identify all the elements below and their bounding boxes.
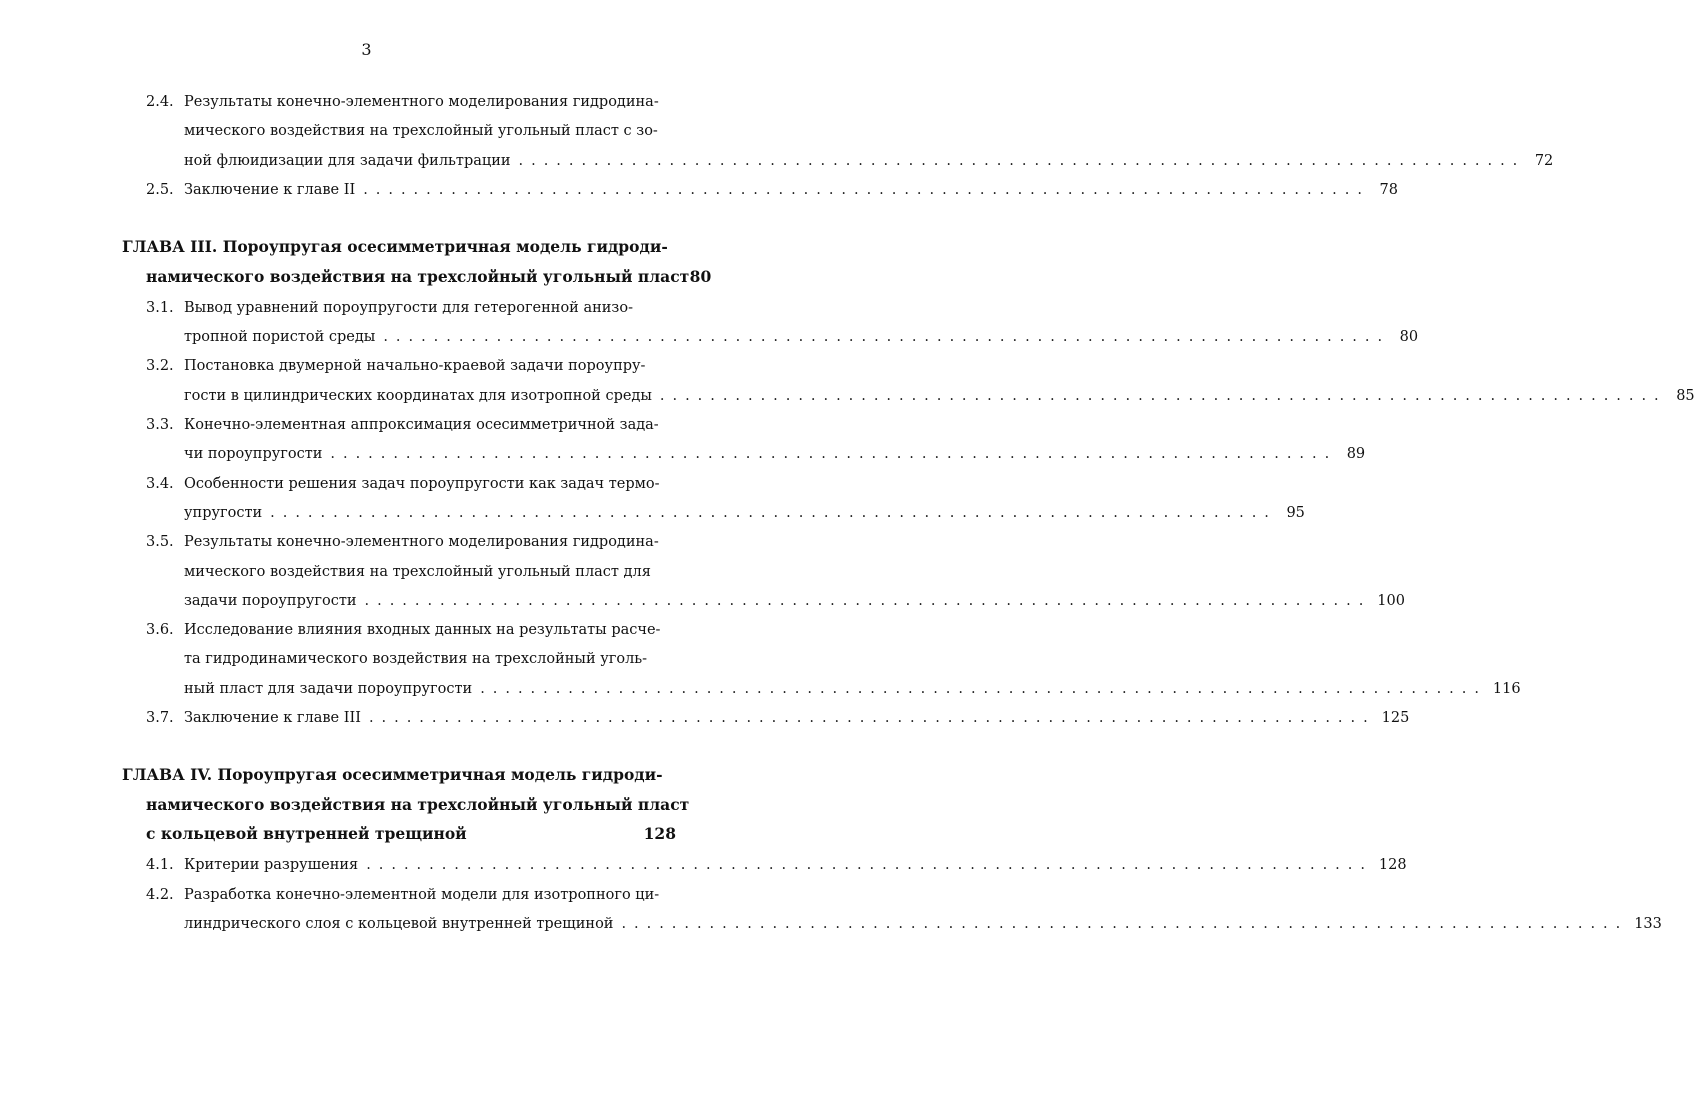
chapter-title-line (122, 761, 676, 789)
chapter-title-text: намического воздействия на трехслойный угольный пласт (146, 266, 690, 286)
page-ref: 78 (1379, 181, 1398, 198)
section-title-text: Разработка конечно-элементной модели для изотропного ци- (184, 886, 660, 903)
page-ref: 72 (1534, 152, 1554, 169)
page-ref: 128 (643, 823, 676, 843)
dot-leader: ................................................................................ (330, 446, 1338, 463)
section-title-text: Вывод уравнений пороупругости для гетерогенной анизо- (184, 299, 633, 316)
toc-entry-line (146, 88, 676, 116)
section-title-text: Особенности решения задач пороупругости как задач термо- (184, 475, 660, 492)
chapter-title-text: с кольцевой внутренней трещиной (146, 823, 467, 843)
toc-entry-line (146, 352, 676, 380)
toc-entry-line (146, 528, 676, 556)
dot-leader: ................................................................................ (270, 504, 1277, 521)
toc-entry-line (184, 499, 1305, 527)
page-ref: 80 (689, 266, 712, 286)
section-title-text: упругости (184, 504, 263, 521)
dot-leader: ................................................................................ (383, 329, 1391, 346)
chapter-title-line (146, 820, 676, 848)
toc-entry-line (146, 704, 1410, 732)
section-number: 3.2. (146, 358, 174, 375)
section-title-text: Результаты конечно-элементного моделирования гидродина- (184, 94, 659, 110)
toc-entry-line (146, 616, 676, 644)
section-title-text: мического воздействия на трехслойный угольный пласт с зо- (184, 123, 658, 140)
chapter-title-line (146, 791, 690, 819)
section-number: 2.4. (146, 94, 174, 110)
page-number: 3 (361, 40, 372, 59)
section-number: 3.7. (146, 710, 174, 726)
dot-leader: ................................................................................ (480, 680, 1487, 697)
section-title-text: Заключение к главе II (184, 181, 356, 198)
toc-entry-line (184, 910, 1662, 938)
section-title-text: линдрического слоя с кольцевой внутренней трещиной (184, 915, 614, 932)
chapter-title-text: ГЛАВА III. Пороупругая осесимметричная модель гидроди- (122, 237, 668, 257)
toc-entry-line (184, 587, 1405, 615)
toc-entry-line (184, 147, 1554, 175)
section-title-text: задачи пороупругости (184, 592, 357, 609)
toc-entry-line (184, 440, 1366, 468)
page-ref: 95 (1286, 504, 1305, 521)
dot-leader: ................................................................................ (518, 152, 1526, 169)
section-number: 4.2. (146, 886, 174, 903)
section-title-text: ной флюидизации для задачи фильтрации (184, 152, 511, 169)
section-number: 2.5. (146, 181, 174, 198)
section-number: 3.3. (146, 417, 174, 433)
toc-entry-line (184, 675, 1521, 703)
page-ref: 100 (1377, 592, 1405, 609)
section-title-text: та гидродинамического воздействия на трехслойный уголь- (184, 651, 648, 668)
section-title-text: гости в цилиндрических координатах для изотропной среды (184, 387, 652, 404)
dot-leader: ................................................................................ (364, 592, 1372, 609)
toc-entry-line (184, 558, 676, 586)
dot-leader: ................................................................................ (363, 181, 1370, 198)
toc-entry-line (146, 294, 676, 322)
section-number: 3.6. (146, 622, 174, 639)
page-ref: 85 (1676, 387, 1695, 404)
section-number: 3.5. (146, 534, 174, 551)
section-title-text: мического воздействия на трехслойный угольный пласт для (184, 563, 651, 580)
toc-entry-line (184, 645, 676, 673)
toc-entry-line (146, 411, 676, 439)
section-title-text: Постановка двумерной начально-краевой задачи пороупру- (184, 358, 646, 375)
section-title-text: Конечно-элементная аппроксимация осесимметричной зада- (184, 417, 659, 433)
toc-entry-line (184, 323, 1419, 351)
section-title-text: Исследование влияния входных данных на результаты расче- (184, 622, 661, 639)
page-ref: 133 (1634, 915, 1662, 932)
section-number: 3.4. (146, 475, 174, 492)
chapter-title-line (122, 233, 676, 261)
section-title-text: ный пласт для задачи пороупругости (184, 680, 473, 697)
page-ref: 128 (1378, 857, 1407, 874)
dot-leader: ................................................................................ (659, 387, 1667, 404)
section-title-text: Результаты конечно-элементного моделирования гидродина- (184, 534, 659, 551)
page-ref: 80 (1399, 329, 1419, 346)
section-title-text: Заключение к главе III (184, 710, 361, 726)
toc-entry-line (184, 117, 676, 145)
page-ref: 116 (1492, 680, 1521, 697)
section-title-text: чи пороупругости (184, 446, 323, 463)
section-number: 3.1. (146, 299, 174, 316)
toc-entry-line (146, 176, 1398, 204)
section-number: 4.1. (146, 857, 174, 874)
page-ref: 125 (1381, 710, 1410, 726)
section-title-text: тропной пористой среды (184, 329, 376, 346)
dot-leader: ................................................................................ (621, 915, 1629, 932)
dot-leader: ................................................................................ (366, 857, 1373, 874)
toc-entry-line (146, 470, 676, 498)
section-title-text: Критерии разрушения (184, 857, 359, 874)
chapter-title-text: ГЛАВА IV. Пороупругая осесимметричная модель гидроди- (122, 765, 663, 785)
toc-entry-line (146, 881, 676, 909)
toc-entry-line (184, 382, 1695, 410)
chapter-title-text: намического воздействия на трехслойный угольный пласт (146, 794, 690, 814)
page-ref: 89 (1346, 446, 1366, 463)
dot-leader: ................................................................................ (368, 710, 1376, 726)
toc-entry-line (146, 851, 1407, 879)
chapter-title-line (146, 263, 712, 291)
